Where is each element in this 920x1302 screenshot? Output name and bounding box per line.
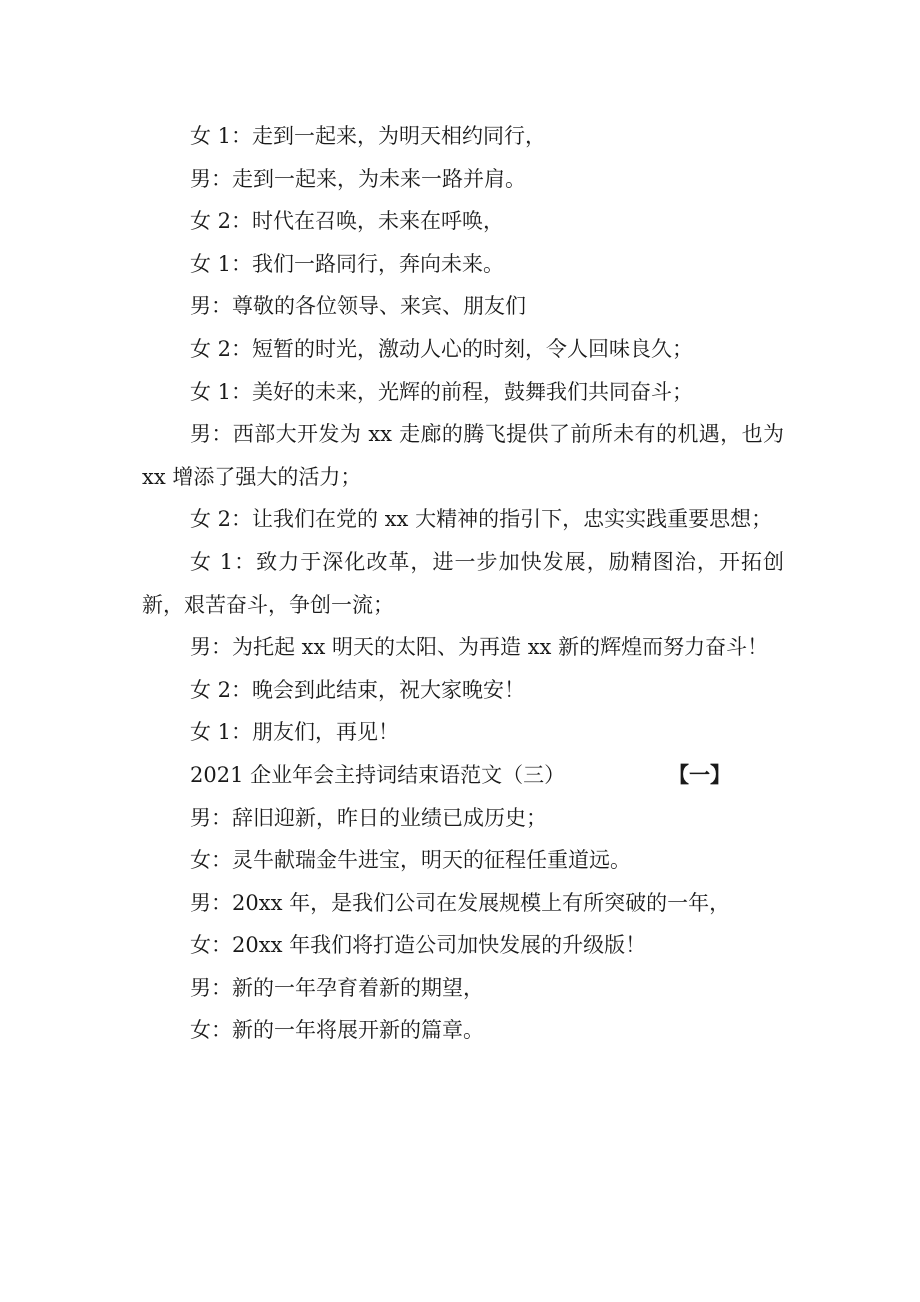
- paragraph: 女 2：让我们在党的 xx 大精神的指引下，忠实实践重要思想；: [190, 507, 773, 532]
- paragraph: 男：辞旧迎新，昨日的业绩已成历史；: [190, 805, 547, 830]
- paragraph: 男：20xx 年，是我们公司在发展规模上有所突破的一年，: [190, 890, 731, 915]
- paragraph: 男：走到一起来，为未来一路并肩。: [190, 166, 526, 191]
- paragraph: 女 1：我们一路同行，奔向未来。: [190, 251, 505, 276]
- section-heading-tag: 【一】: [668, 761, 731, 787]
- paragraph: 男：新的一年孕育着新的期望，: [190, 975, 484, 1000]
- paragraph: 男：为托起 xx 明天的太阳、为再造 xx 新的辉煌而努力奋斗！: [190, 635, 769, 660]
- paragraph: 女：20xx 年我们将打造公司加快发展的升级版！: [190, 933, 647, 958]
- section-heading-title: 2021 企业年会主持词结束语范文（三）: [190, 762, 566, 787]
- paragraph: 男：西部大开发为 xx 走廊的腾飞提供了前所未有的机遇，也为 xx 增添了强大的活力；: [142, 422, 784, 489]
- document-page: [142, 115, 784, 1052]
- paragraph: 女 1：美好的未来，光辉的前程，鼓舞我们共同奋斗；: [190, 379, 694, 404]
- paragraph: 男：尊敬的各位领导、来宾、朋友们: [190, 294, 526, 319]
- paragraph: 女：新的一年将展开新的篇章。: [190, 1018, 484, 1043]
- paragraph: 女 2：时代在召唤，未来在呼唤，: [190, 209, 505, 234]
- paragraph: 女 2：晚会到此结束，祝大家晚安！: [190, 677, 526, 702]
- paragraph: 女 1：走到一起来，为明天相约同行，: [190, 124, 547, 148]
- section-heading: [142, 754, 784, 797]
- paragraph: 女：灵牛献瑞金牛进宝，明天的征程任重道远。: [190, 848, 631, 873]
- paragraph: 女 2：短暂的时光，激动人心的时刻，令人回味良久；: [190, 336, 694, 361]
- paragraph: 女 1：朋友们，再见！: [190, 720, 400, 745]
- paragraph: 女 1：致力于深化改革，进一步加快发展，励精图治，开拓创新，艰苦奋斗，争创一流；: [142, 549, 784, 617]
